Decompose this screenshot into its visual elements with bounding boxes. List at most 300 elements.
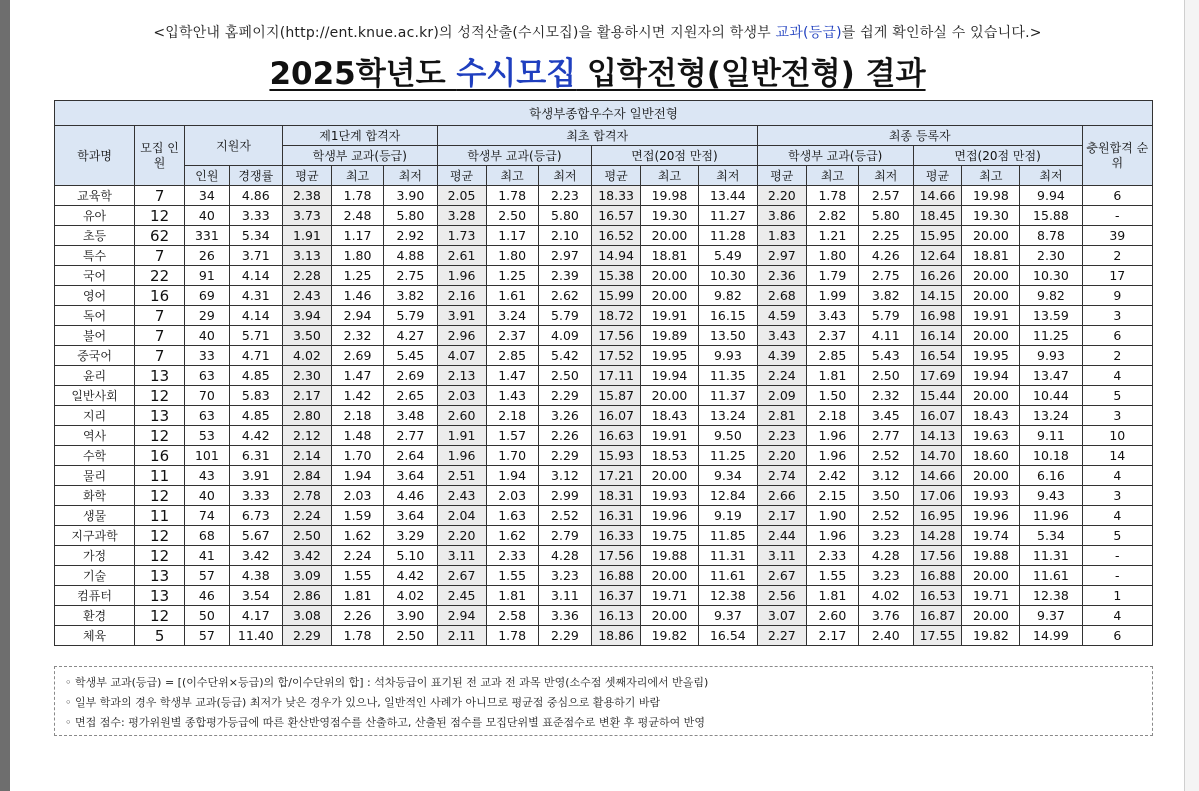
dept-name-cell: 영어 [55, 286, 135, 306]
table-cell: 2.24 [282, 506, 331, 526]
table-cell: 11 [135, 506, 185, 526]
table-cell: 18.45 [913, 206, 962, 226]
table-cell: 14.66 [913, 186, 962, 206]
table-cell: 11.40 [229, 626, 282, 646]
table-cell: 1.46 [331, 286, 383, 306]
table-cell: 12 [135, 486, 185, 506]
table-cell: 20.00 [962, 566, 1020, 586]
table-cell: 11.31 [698, 546, 757, 566]
table-cell: 2.45 [437, 586, 486, 606]
table-cell: 2.17 [757, 506, 806, 526]
table-cell: 9.93 [698, 346, 757, 366]
table-cell: 1.96 [437, 266, 486, 286]
table-cell: 3.42 [282, 546, 331, 566]
table-cell: 2.10 [538, 226, 591, 246]
table-cell: 15.87 [592, 386, 641, 406]
table-cell: 1.83 [757, 226, 806, 246]
table-cell: 2.61 [437, 246, 486, 266]
table-cell: 2.75 [859, 266, 914, 286]
header-initial: 최초 합격자 [437, 126, 757, 146]
table-cell: 2.14 [282, 446, 331, 466]
table-cell: 20.00 [962, 606, 1020, 626]
table-cell: 13 [135, 566, 185, 586]
table-cell: 3.73 [282, 206, 331, 226]
header-min: 최저 [1020, 166, 1082, 186]
table-cell: 2.17 [282, 386, 331, 406]
table-cell: 9.19 [698, 506, 757, 526]
table-cell: 5.45 [384, 346, 437, 366]
table-cell: 2.92 [384, 226, 437, 246]
table-cell: 20.00 [962, 326, 1020, 346]
table-cell: 2.12 [282, 426, 331, 446]
header-max: 최고 [641, 166, 699, 186]
table-cell: 19.75 [641, 526, 699, 546]
table-cell: 6 [1082, 186, 1152, 206]
table-cell: 12.38 [1020, 586, 1082, 606]
header-stage1: 제1단계 합격자 [282, 126, 437, 146]
table-cell: 14.28 [913, 526, 962, 546]
header-min: 최저 [698, 166, 757, 186]
table-cell: 1.78 [806, 186, 858, 206]
table-cell: 5.67 [229, 526, 282, 546]
table-cell: 19.94 [641, 366, 699, 386]
table-cell: 1.47 [331, 366, 383, 386]
table-cell: 15.88 [1020, 206, 1082, 226]
table-cell: 3.82 [384, 286, 437, 306]
table-cell: 4.31 [229, 286, 282, 306]
table-cell: 2 [1082, 246, 1152, 266]
dept-name-cell: 윤리 [55, 366, 135, 386]
table-cell: 20.00 [962, 466, 1020, 486]
page-title [10, 48, 1185, 93]
table-cell: 4.88 [384, 246, 437, 266]
table-cell: 1.81 [486, 586, 538, 606]
dept-name-cell: 국어 [55, 266, 135, 286]
table-cell: 13.44 [698, 186, 757, 206]
table-cell: 2.80 [282, 406, 331, 426]
table-cell: 19.93 [962, 486, 1020, 506]
table-cell: 2.40 [859, 626, 914, 646]
table-cell: 1.47 [486, 366, 538, 386]
table-cell: 1.79 [806, 266, 858, 286]
table-cell: 2.29 [282, 626, 331, 646]
table-row [55, 486, 1153, 506]
title-highlight: 수시모집 [456, 56, 577, 92]
table-cell: 3.50 [859, 486, 914, 506]
table-row [55, 526, 1153, 546]
table-cell: - [1082, 546, 1152, 566]
table-cell: 2.44 [757, 526, 806, 546]
table-cell: 2.78 [282, 486, 331, 506]
table-cell: 331 [185, 226, 229, 246]
table-cell: 69 [185, 286, 229, 306]
table-cell: 5 [135, 626, 185, 646]
table-cell: 2.28 [282, 266, 331, 286]
table-cell: 5.83 [229, 386, 282, 406]
table-cell: 1.78 [486, 626, 538, 646]
table-row [55, 566, 1153, 586]
header-avg: 평균 [757, 166, 806, 186]
table-cell: 2.56 [757, 586, 806, 606]
dept-name-cell: 가정 [55, 546, 135, 566]
table-cell: 19.95 [641, 346, 699, 366]
header-initial-interview: 면접(20점 만점) [592, 146, 758, 166]
header-max: 최고 [806, 166, 858, 186]
notes-box [54, 666, 1153, 736]
table-cell: 2.20 [757, 186, 806, 206]
table-cell: 2.42 [806, 466, 858, 486]
table-cell: 29 [185, 306, 229, 326]
table-cell: 18.43 [962, 406, 1020, 426]
table-cell: 5.10 [384, 546, 437, 566]
table-cell: 11.61 [698, 566, 757, 586]
table-cell: 3.12 [859, 466, 914, 486]
table-cell: 16.07 [592, 406, 641, 426]
header-max: 최고 [962, 166, 1020, 186]
dept-name-cell: 역사 [55, 426, 135, 446]
table-cell: 19.95 [962, 346, 1020, 366]
table-cell: 4.28 [859, 546, 914, 566]
table-cell: 4.71 [229, 346, 282, 366]
table-cell: 11.28 [698, 226, 757, 246]
table-cell: 1.50 [806, 386, 858, 406]
table-cell: 16.53 [913, 586, 962, 606]
table-cell: 19.82 [962, 626, 1020, 646]
table-cell: 1.25 [331, 266, 383, 286]
table-cell: 3 [1082, 306, 1152, 326]
table-cell: - [1082, 566, 1152, 586]
table-cell: 2.50 [538, 366, 591, 386]
table-cell: 19.94 [962, 366, 1020, 386]
table-cell: 20.00 [641, 566, 699, 586]
table-cell: 16.54 [698, 626, 757, 646]
table-cell: 3.91 [229, 466, 282, 486]
table-cell: 4.86 [229, 186, 282, 206]
table-cell: 4.14 [229, 266, 282, 286]
table-cell: 1.55 [486, 566, 538, 586]
dept-name-cell: 생물 [55, 506, 135, 526]
table-cell: 9 [1082, 286, 1152, 306]
table-cell: 13 [135, 586, 185, 606]
table-cell: 5 [1082, 526, 1152, 546]
table-cell: 16.14 [913, 326, 962, 346]
table-cell: 2.60 [806, 606, 858, 626]
notice-suffix: 를 쉽게 확인하실 수 있습니다.> [841, 25, 1042, 41]
table-cell: 3.90 [384, 606, 437, 626]
table-cell: 20.00 [962, 286, 1020, 306]
header-stage1-grade: 학생부 교과(등급) [282, 146, 437, 166]
table-cell: 16.98 [913, 306, 962, 326]
dept-name-cell: 일반사회 [55, 386, 135, 406]
table-cell: 12 [135, 546, 185, 566]
table-cell: 12.84 [698, 486, 757, 506]
table-cell: 6.16 [1020, 466, 1082, 486]
header-max: 최고 [331, 166, 383, 186]
table-cell: 1.21 [806, 226, 858, 246]
table-cell: 91 [185, 266, 229, 286]
table-cell: 16.54 [913, 346, 962, 366]
table-cell: 53 [185, 426, 229, 446]
table-cell: 6 [1082, 626, 1152, 646]
table-cell: 2.97 [538, 246, 591, 266]
table-cell: 11.35 [698, 366, 757, 386]
table-cell: 16 [135, 286, 185, 306]
table-cell: 2.18 [486, 406, 538, 426]
table-row [55, 186, 1153, 206]
table-cell: 2.05 [437, 186, 486, 206]
table-cell: 5.80 [859, 206, 914, 226]
table-cell: 9.50 [698, 426, 757, 446]
document-page [10, 0, 1185, 791]
dept-name-cell: 지구과학 [55, 526, 135, 546]
table-cell: 2.82 [806, 206, 858, 226]
table-cell: 4.59 [757, 306, 806, 326]
table-cell: 1.70 [331, 446, 383, 466]
table-cell: 2.57 [859, 186, 914, 206]
table-cell: 2.17 [806, 626, 858, 646]
table-body [55, 186, 1153, 646]
table-row [55, 386, 1153, 406]
table-cell: 19.98 [641, 186, 699, 206]
table-cell: 16.88 [592, 566, 641, 586]
table-cell: 19.71 [962, 586, 1020, 606]
table-cell: 17.52 [592, 346, 641, 366]
header-waitlist: 충원합격 순위 [1082, 126, 1152, 186]
table-cell: 1.17 [331, 226, 383, 246]
table-cell: 3.50 [282, 326, 331, 346]
table-cell: 4.02 [384, 586, 437, 606]
table-cell: 3.91 [437, 306, 486, 326]
table-cell: 3.13 [282, 246, 331, 266]
table-cell: 1.94 [331, 466, 383, 486]
table-cell: 5.79 [384, 306, 437, 326]
table-cell: 17.21 [592, 466, 641, 486]
table-cell: 2.74 [757, 466, 806, 486]
table-cell: 16.95 [913, 506, 962, 526]
dept-name-cell: 유아 [55, 206, 135, 226]
admission-results-table [54, 100, 1153, 646]
table-cell: 1.73 [437, 226, 486, 246]
table-cell: 12.38 [698, 586, 757, 606]
table-row [55, 406, 1153, 426]
table-cell: 3.33 [229, 486, 282, 506]
table-cell: 2.77 [384, 426, 437, 446]
table-cell: 17.55 [913, 626, 962, 646]
header-avg: 평균 [437, 166, 486, 186]
table-row [55, 366, 1153, 386]
table-cell: 3.29 [384, 526, 437, 546]
table-cell: 4 [1082, 466, 1152, 486]
table-cell: 46 [185, 586, 229, 606]
table-cell: 4.85 [229, 406, 282, 426]
table-cell: 4.46 [384, 486, 437, 506]
table-cell: 14.70 [913, 446, 962, 466]
table-cell: 17.11 [592, 366, 641, 386]
table-cell: 2.52 [859, 446, 914, 466]
table-cell: 1.96 [806, 446, 858, 466]
table-cell: 5.43 [859, 346, 914, 366]
table-cell: 17.56 [592, 326, 641, 346]
header-initial-grade: 학생부 교과(등급) [437, 146, 592, 166]
table-cell: 2.69 [384, 366, 437, 386]
table-row [55, 546, 1153, 566]
table-cell: 2.67 [437, 566, 486, 586]
table-cell: 1.81 [806, 586, 858, 606]
table-cell: 2.50 [384, 626, 437, 646]
table-cell: 2.37 [806, 326, 858, 346]
table-cell: 20.00 [641, 226, 699, 246]
table-cell: 19.91 [962, 306, 1020, 326]
table-cell: 7 [135, 326, 185, 346]
table-cell: 41 [185, 546, 229, 566]
note-item: ◦ 일부 학과의 경우 학생부 교과(등급) 최저가 낮은 경우가 있으나, 일반적인 사례가 아니므로 평균점 중심으로 활용하기 바람 [65, 696, 661, 709]
table-cell: 16.07 [913, 406, 962, 426]
table-cell: 16.88 [913, 566, 962, 586]
table-cell: 14 [1082, 446, 1152, 466]
table-cell: 14.99 [1020, 626, 1082, 646]
table-cell: 1.55 [806, 566, 858, 586]
table-cell: 5.71 [229, 326, 282, 346]
table-cell: 62 [135, 226, 185, 246]
table-cell: 2.30 [1020, 246, 1082, 266]
table-cell: 10.30 [1020, 266, 1082, 286]
table-cell: 4.11 [859, 326, 914, 346]
table-cell: 10 [1082, 426, 1152, 446]
table-cell: 15.93 [592, 446, 641, 466]
table-cell: 11.31 [1020, 546, 1082, 566]
header-final-interview: 면접(20점 만점) [913, 146, 1082, 166]
table-cell: 26 [185, 246, 229, 266]
table-cell: 19.89 [641, 326, 699, 346]
table-cell: 16 [135, 446, 185, 466]
table-cell: 39 [1082, 226, 1152, 246]
table-cell: 20.00 [641, 606, 699, 626]
table-cell: 1.90 [806, 506, 858, 526]
table-cell: 3.23 [538, 566, 591, 586]
notice-prefix: <입학안내 홈페이지(http://ent.knue.ac.kr)의 성적산출(수시모집)을 활용하시면 지원자의 학생부 [153, 25, 776, 41]
header-final-grade: 학생부 교과(등급) [757, 146, 913, 166]
right-scroll-gutter[interactable] [1184, 0, 1199, 791]
table-cell: 1.80 [331, 246, 383, 266]
table-cell: 3.09 [282, 566, 331, 586]
table-row [55, 226, 1153, 246]
table-cell: 19.30 [962, 206, 1020, 226]
table-cell: - [1082, 206, 1152, 226]
table-cell: 3.33 [229, 206, 282, 226]
table-cell: 14.13 [913, 426, 962, 446]
table-cell: 40 [185, 326, 229, 346]
table-cell: 10.18 [1020, 446, 1082, 466]
table-cell: 19.74 [962, 526, 1020, 546]
table-cell: 2.85 [486, 346, 538, 366]
table-cell: 20.00 [962, 266, 1020, 286]
table-cell: 2.18 [331, 406, 383, 426]
table-cell: 2.23 [757, 426, 806, 446]
table-cell: 14.15 [913, 286, 962, 306]
dept-name-cell: 수학 [55, 446, 135, 466]
table-cell: 2.24 [757, 366, 806, 386]
table-cell: 2.03 [331, 486, 383, 506]
table-cell: 7 [135, 186, 185, 206]
table-cell: 9.34 [698, 466, 757, 486]
header-applicants: 지원자 [185, 126, 283, 166]
table-cell: 50 [185, 606, 229, 626]
table-cell: 20.00 [641, 286, 699, 306]
table-cell: 19.98 [962, 186, 1020, 206]
table-cell: 2.11 [437, 626, 486, 646]
table-cell: 1.17 [486, 226, 538, 246]
table-row [55, 286, 1153, 306]
table-cell: 10.44 [1020, 386, 1082, 406]
dept-name-cell: 교육학 [55, 186, 135, 206]
table-cell: 2.43 [437, 486, 486, 506]
table-row [55, 506, 1153, 526]
table-cell: 16.63 [592, 426, 641, 446]
table-cell: 2.94 [331, 306, 383, 326]
table-cell: 8.78 [1020, 226, 1082, 246]
header-min: 최저 [384, 166, 437, 186]
table-cell: 4.02 [859, 586, 914, 606]
table-row [55, 606, 1153, 626]
table-cell: 2.69 [331, 346, 383, 366]
table-cell: 4.02 [282, 346, 331, 366]
table-cell: 7 [135, 246, 185, 266]
table-cell: 3.11 [538, 586, 591, 606]
table-cell: 3.12 [538, 466, 591, 486]
header-min: 최저 [538, 166, 591, 186]
table-cell: 9.94 [1020, 186, 1082, 206]
table-cell: 2.29 [538, 386, 591, 406]
dept-name-cell: 환경 [55, 606, 135, 626]
table-cell: 11.37 [698, 386, 757, 406]
table-row [55, 466, 1153, 486]
table-cell: 3.43 [806, 306, 858, 326]
header-avg: 평균 [592, 166, 641, 186]
table-cell: 3.76 [859, 606, 914, 626]
table-cell: 15.99 [592, 286, 641, 306]
table-cell: 1.99 [806, 286, 858, 306]
table-cell: 3 [1082, 406, 1152, 426]
table-cell: 2.79 [538, 526, 591, 546]
dept-name-cell: 독어 [55, 306, 135, 326]
table-cell: 16.52 [592, 226, 641, 246]
table-cell: 3.23 [859, 566, 914, 586]
table-cell: 3 [1082, 486, 1152, 506]
table-cell: 3.45 [859, 406, 914, 426]
table-cell: 19.71 [641, 586, 699, 606]
table-cell: 3.54 [229, 586, 282, 606]
table-cell: 1 [1082, 586, 1152, 606]
table-cell: 2.29 [538, 446, 591, 466]
table-cell: 11 [135, 466, 185, 486]
table-cell: 12 [135, 606, 185, 626]
table-cell: 18.53 [641, 446, 699, 466]
table-cell: 2.15 [806, 486, 858, 506]
table-cell: 101 [185, 446, 229, 466]
table-cell: 16.37 [592, 586, 641, 606]
table-cell: 13 [135, 406, 185, 426]
table-cell: 2.62 [538, 286, 591, 306]
table-cell: 18.60 [962, 446, 1020, 466]
table-cell: 5.80 [384, 206, 437, 226]
dept-name-cell: 지리 [55, 406, 135, 426]
table-cell: 1.62 [331, 526, 383, 546]
table-cell: 13 [135, 366, 185, 386]
notice-highlight: 교과(등급) [775, 25, 842, 41]
table-cell: 19.88 [641, 546, 699, 566]
table-cell: 1.78 [486, 186, 538, 206]
table-cell: 2.65 [384, 386, 437, 406]
